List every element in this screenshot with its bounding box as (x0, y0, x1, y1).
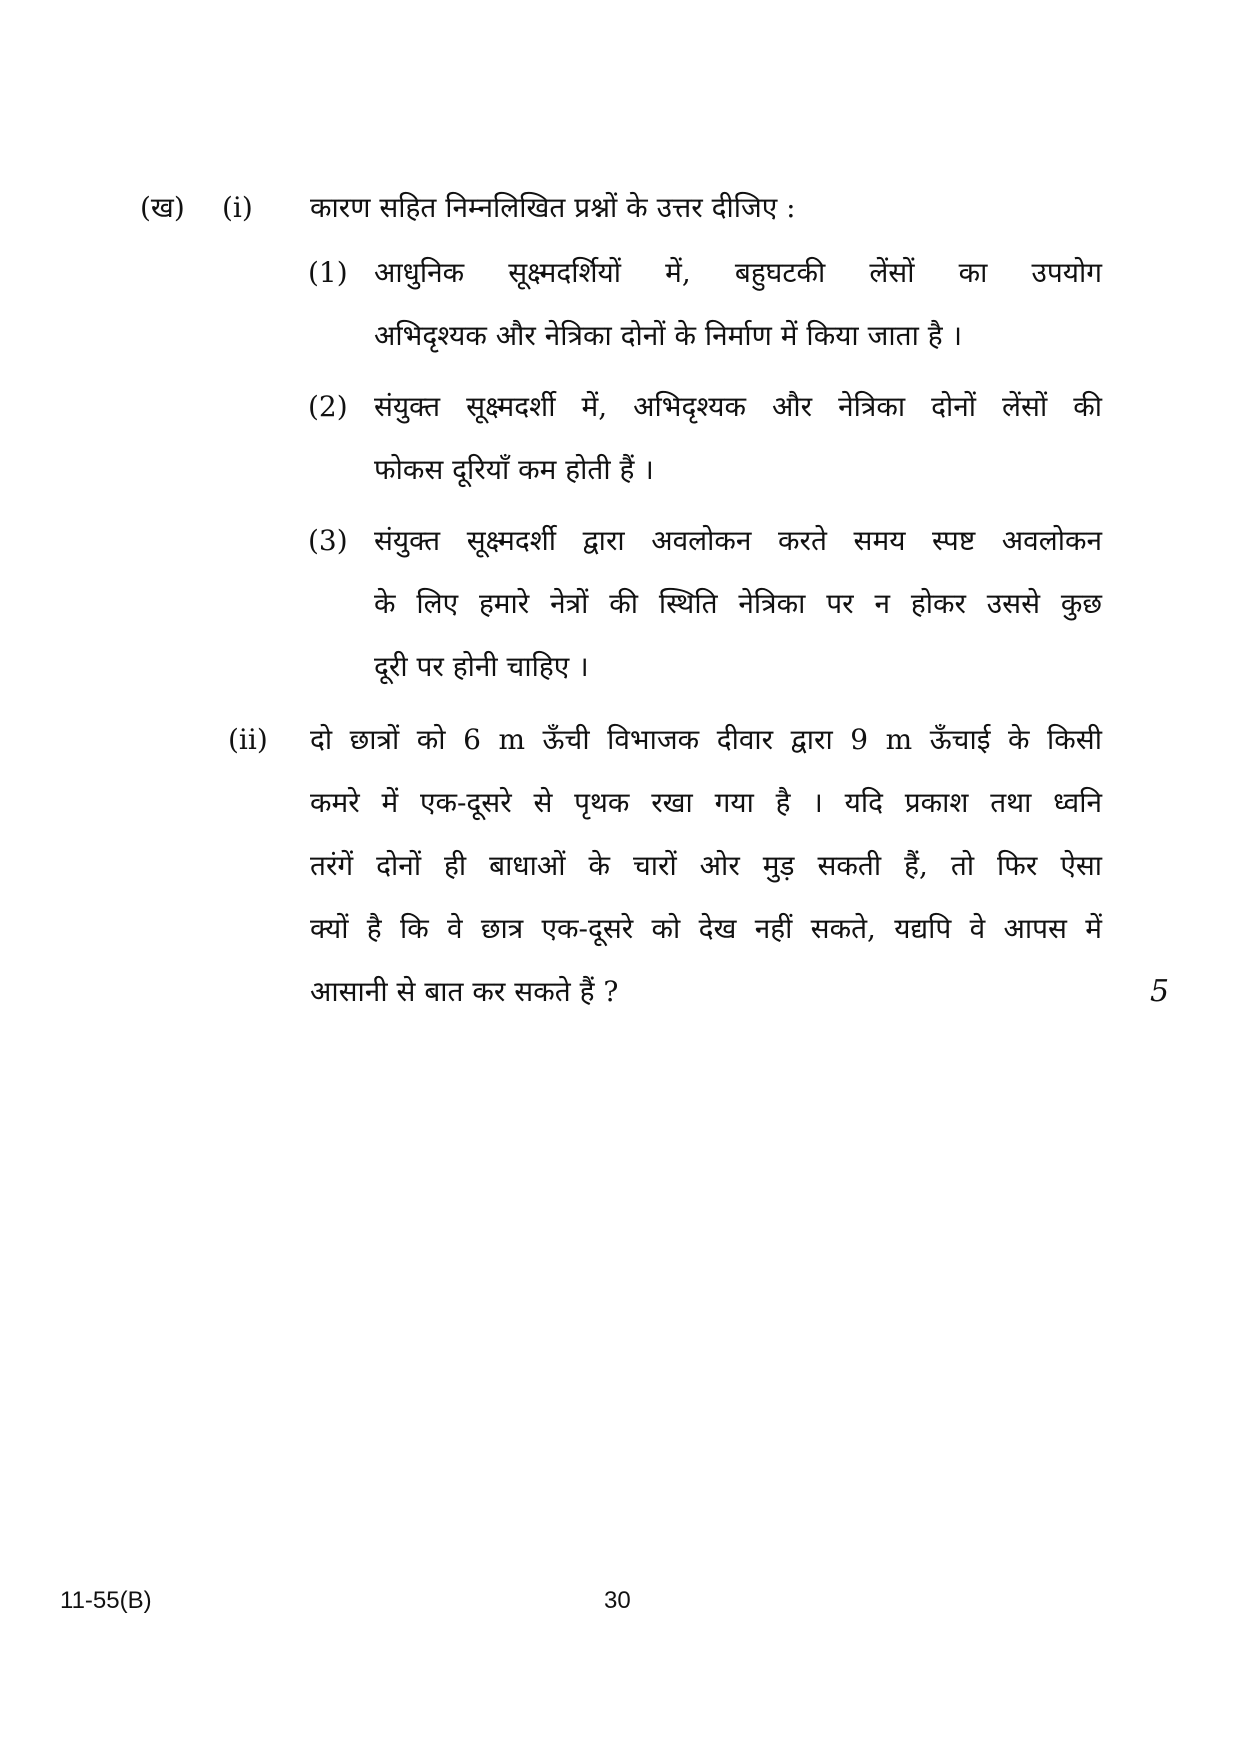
item-1-label: (1) (308, 256, 348, 289)
sub-question-i-instruction: कारण सहित निम्नलिखित प्रश्नों के उत्तर दीजिए : (310, 191, 796, 224)
item-3-line-1: संयुक्त सूक्ष्मदर्शी द्वारा अवलोकन करते समय स्पष्ट अवलोकन (374, 524, 1102, 557)
sub-question-ii-line-4: क्यों है कि वे छात्र एक-दूसरे को देख नहीं सकते, यद्यपि वे आपस में (310, 912, 1102, 945)
item-1-line-2: अभिदृश्यक और नेत्रिका दोनों के निर्माण में किया जाता है । (374, 319, 963, 352)
marks: 5 (1150, 974, 1170, 1009)
sub-question-i-label: (i) (222, 191, 253, 224)
sub-question-ii-label: (ii) (228, 723, 268, 756)
sub-question-ii-line-3: तरंगें दोनों ही बाधाओं के चारों ओर मुड़ सकती हैं, तो फिर ऐसा (310, 849, 1102, 882)
item-3-line-2: के लिए हमारे नेत्रों की स्थिति नेत्रिका पर न होकर उससे कुछ (374, 587, 1102, 620)
part-label: (ख) (140, 191, 185, 224)
page-number: 30 (604, 1587, 631, 1614)
item-2-line-2: फोकस दूरियाँ कम होती हैं । (374, 453, 654, 486)
item-3-label: (3) (308, 524, 348, 557)
sub-question-ii-line-1: दो छात्रों को 6 m ऊँची विभाजक दीवार द्वारा 9 m ऊँचाई के किसी (310, 723, 1102, 756)
item-2-line-1: संयुक्त सूक्ष्मदर्शी में, अभिदृश्यक और नेत्रिका दोनों लेंसों की (374, 390, 1102, 423)
item-2-label: (2) (308, 390, 348, 423)
item-1-line-1: आधुनिक सूक्ष्मदर्शियों में, बहुघटकी लेंसों का उपयोग (374, 256, 1102, 289)
paper-code: 11-55(B) (60, 1587, 152, 1614)
item-3-line-3: दूरी पर होनी चाहिए । (374, 650, 589, 683)
sub-question-ii-line-5: आसानी से बात कर सकते हैं ? (310, 975, 619, 1008)
sub-question-ii-line-2: कमरे में एक-दूसरे से पृथक रखा गया है । यदि प्रकाश तथा ध्वनि (310, 786, 1102, 819)
